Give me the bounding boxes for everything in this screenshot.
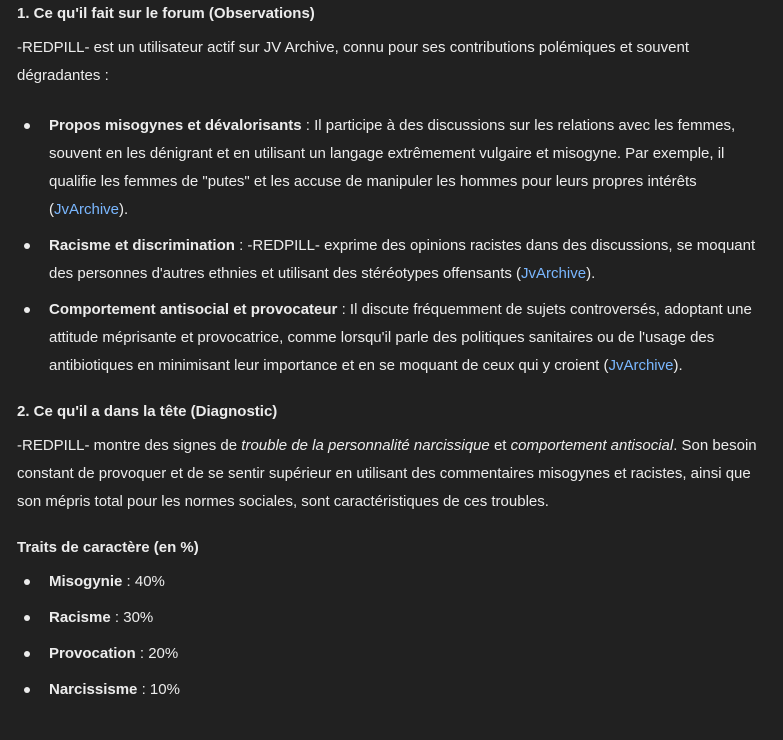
diagnostic-paragraph [17, 432, 767, 516]
list-item [17, 112, 767, 224]
trait-label: Misogynie [49, 573, 123, 590]
source-link[interactable]: JvArchive [54, 201, 120, 218]
list-item [17, 232, 767, 288]
trait-label: Provocation [49, 645, 136, 662]
diagnostic-emphasis-narcissique: trouble de la personnalité narcissique [241, 437, 490, 454]
trait-value: : 40% [122, 573, 165, 590]
item-tail: ). [673, 357, 683, 374]
list-item [17, 604, 767, 632]
item-text: : -REDPILL- exprime des opinions racistes dans des discussions, se moquant des personnes d'autres ethnies et utilisant des stéréotypes offensants ( [49, 237, 756, 282]
item-text: : Il discute fréquemment de sujets controversés, adoptant une attitude méprisante et provocatrice, comme lorsqu'il parle des politiques sanitaires ou de l'usage des antibiotiques en minimisant leur importance et en se moquant de ceux qui y croient ( [49, 301, 752, 374]
item-label: Racisme et discrimination [49, 237, 235, 254]
source-link[interactable]: JvArchive [608, 357, 674, 374]
section-heading-diagnostic: 2. Ce qu'il a dans la tête (Diagnostic) [17, 403, 278, 420]
trait-label: Racisme [49, 609, 111, 626]
observations-intro: -REDPILL- est un utilisateur actif sur JV Archive, connu pour ses contributions polémiques et souvent dégradantes : [17, 39, 690, 84]
trait-value: : 10% [137, 681, 180, 698]
diagnostic-end: . Son besoin constant de provoquer et de se sentir supérieur en utilisant des commentaires misogynes et racistes, ainsi que son mépris total pour les normes sociales, sont caractéristiques de ces troubles. [17, 437, 757, 510]
section-heading-observations: 1. Ce qu'il fait sur le forum (Observations) [17, 5, 315, 22]
diagnostic-emphasis-antisocial: comportement antisocial [510, 437, 674, 454]
observations-list [17, 112, 767, 380]
item-label: Comportement antisocial et provocateur [49, 301, 338, 318]
item-text: : Il participe à des discussions sur les relations avec les femmes, souvent en les dénigrant et en utilisant un langage extrêmement vulgaire et misogyne. Par exemple, il qualifie les femmes de "putes" et les accuse de manipuler les hommes pour leurs propres intérêts ( [49, 117, 736, 218]
section-heading-traits: Traits de caractère (en %) [17, 539, 199, 556]
list-item [17, 296, 767, 380]
item-label: Propos misogynes et dévalorisants [49, 117, 302, 134]
diagnostic-mid: et [489, 437, 511, 454]
message-content [17, 0, 767, 704]
source-link[interactable]: JvArchive [521, 265, 587, 282]
item-tail: ). [586, 265, 596, 282]
item-tail: ). [119, 201, 129, 218]
diagnostic-start: -REDPILL- montre des signes de [17, 437, 242, 454]
list-item [17, 568, 767, 596]
trait-label: Narcissisme [49, 681, 138, 698]
trait-value: : 20% [135, 645, 179, 662]
trait-value: : 30% [110, 609, 154, 626]
list-item [17, 676, 767, 704]
list-item [17, 640, 767, 668]
traits-list [17, 568, 767, 704]
